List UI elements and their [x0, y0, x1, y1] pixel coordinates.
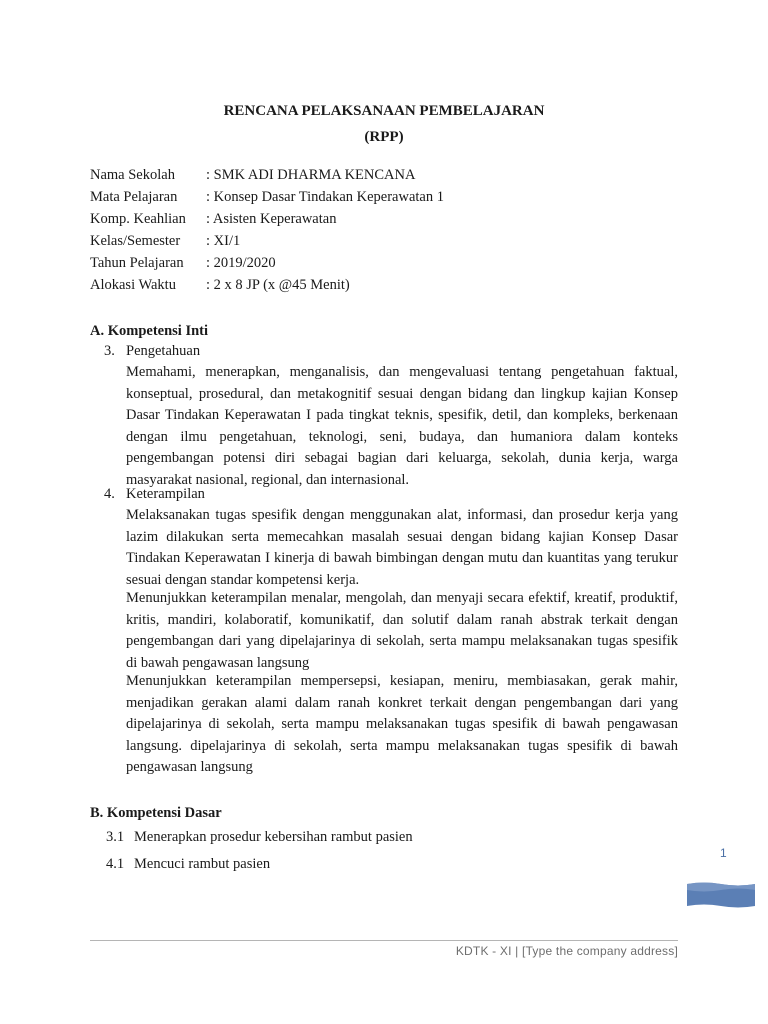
identity-table — [90, 164, 444, 296]
ki-paragraph: Memahami, menerapkan, menganalisis, dan mengevaluasi tentang pengetahuan faktual, konseptual, prosedural, dan metakognitif sesuai dengan bidang dan lingkup kajian Konsep Dasar Tindakan Keperawatan I pada tingkat teknis, spesifik, detil, dan kompleks, berkenaan dengan ilmu pengetahuan, teknologi, seni, budaya, dan humaniora dalam konteks pengembangan potensi diri sebagai bagian dari keluarga, sekolah, dunia kerja, warga masyarakat nasional, regional, dan internasional. — [126, 364, 678, 488]
ki-paragraph: Menunjukkan keterampilan menalar, mengolah, dan menyaji secara efektif, kreatif, produktif, kritis, mandiri, kolaboratif, komunikatif, dan solutif dalam ranah abstrak terkait dengan pengembangan dari yang dipelajarinya di sekolah, serta mampu melaksanakan tugas spesifik di bawah pengawasan langsung — [126, 590, 678, 671]
identity-value: : 2019/2020 — [206, 255, 276, 271]
identity-value: : SMK ADI DHARMA KENCANA — [206, 167, 416, 183]
page-number: 1 — [720, 846, 727, 860]
identity-value: : XI/1 — [206, 233, 241, 249]
kd-item-number: 4.1 — [106, 856, 125, 872]
ki-item-title: Keterampilan — [126, 486, 205, 502]
identity-label: Nama Sekolah — [90, 167, 175, 183]
ki-item-title: Pengetahuan — [126, 343, 201, 359]
identity-row — [90, 186, 444, 208]
title-line-2: (RPP) — [364, 129, 404, 145]
document-title — [0, 98, 768, 150]
identity-row — [90, 252, 444, 274]
identity-value: : 2 x 8 JP (x @45 Menit) — [206, 277, 350, 293]
kd-item-text: Mencuci rambut pasien — [134, 856, 271, 872]
identity-label: Alokasi Waktu — [90, 277, 176, 293]
identity-label: Tahun Pelajaran — [90, 255, 184, 271]
identity-value: : Asisten Keperawatan — [206, 211, 337, 227]
kd-item — [106, 826, 413, 848]
ki-item-number: 3. — [104, 343, 115, 359]
section-b-heading: B. Kompetensi Dasar — [90, 805, 222, 821]
kd-item-number: 3.1 — [106, 829, 125, 845]
identity-label: Kelas/Semester — [90, 233, 181, 249]
identity-label: Mata Pelajaran — [90, 189, 178, 205]
page-tab-icon — [687, 881, 755, 909]
footer-divider — [90, 940, 678, 941]
section-a-heading: A. Kompetensi Inti — [90, 323, 209, 339]
title-line-1: RENCANA PELAKSANAAN PEMBELAJARAN — [223, 103, 545, 119]
ki-item-heading — [104, 341, 200, 362]
identity-row — [90, 164, 444, 186]
identity-row — [90, 230, 444, 252]
identity-row — [90, 274, 444, 296]
kd-item — [106, 853, 270, 875]
identity-row — [90, 208, 444, 230]
ki-paragraph: Menunjukkan keterampilan mempersepsi, kesiapan, meniru, membiasakan, gerak mahir, menjadikan gerakan alami dalam ranah konkret terkait dengan pengembangan dari yang dipelajarinya di sekolah, serta mampu melaksanakan tugas spesifik di bawah pengawasan langsung. dipelajarinya di sekolah, serta mampu melaksanakan tugas spesifik di bawah pengawasan langsung — [126, 673, 678, 776]
footer-text: KDTK - XI | [Type the company address] — [455, 944, 678, 958]
ki-paragraph: Melaksanakan tugas spesifik dengan menggunakan alat, informasi, dan prosedur kerja yang lazim dilakukan serta memecahkan masalah sesuai dengan bidang kajian Konsep Dasar Tindakan Keperawatan I kinerja di bawah bimbingan dengan mutu dan kuantitas yang terukur sesuai dengan standar kompetensi kerja. — [126, 507, 678, 588]
identity-label: Komp. Keahlian — [90, 211, 186, 227]
identity-value: : Konsep Dasar Tindakan Keperawatan 1 — [206, 189, 444, 205]
kd-item-text: Menerapkan prosedur kebersihan rambut pasien — [134, 829, 413, 845]
ki-item-heading — [104, 484, 205, 505]
ki-item-number: 4. — [104, 486, 115, 502]
